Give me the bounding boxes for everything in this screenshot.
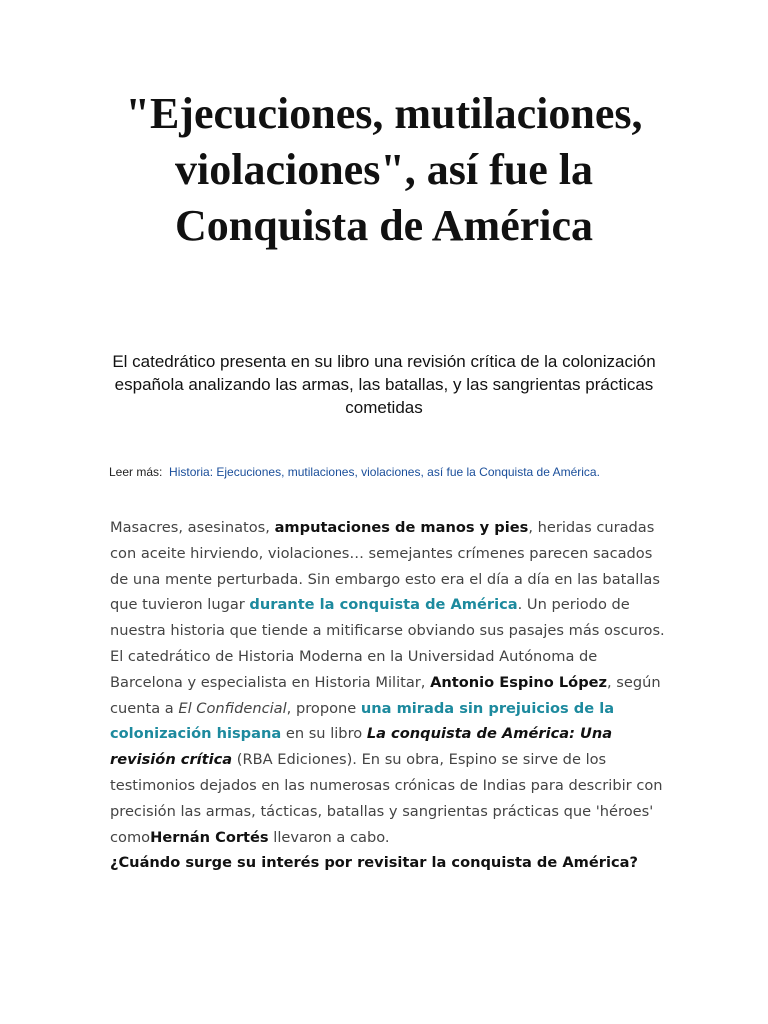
body-text: , heridas curadas con aceite hirviendo, violaciones… semejantes crímenes parecen sacados de una mente perturbada. Sin embargo esto era el día a día en las batallas que tuvieron lugar: [110, 519, 660, 614]
person-name: Hernán Cortés: [150, 828, 269, 846]
body-text: en su libro: [281, 725, 367, 743]
body-text: llevaron a cabo.: [268, 828, 390, 846]
colonizacion-link[interactable]: una mirada sin prejuicios de la colonización hispana: [110, 699, 615, 743]
body-text: , según cuenta a: [110, 673, 661, 717]
body-text: Masacres, asesinatos,: [110, 519, 275, 536]
body-text: (RBA Ediciones). En su obra, Espino se sirve de los testimonios dejados en las numerosas crónicas de Indias para describir con precisión las armas, tácticas, batallas y sangrientas prácticas que 'héroes' como: [110, 751, 663, 846]
read-more-period: .: [596, 465, 600, 479]
publication-name: El Confidencial: [178, 699, 287, 717]
read-more-line: [109, 464, 669, 482]
read-more-link[interactable]: Historia: Ejecuciones, mutilaciones, violaciones, así fue la Conquista de América: [169, 465, 597, 479]
interview-question: ¿Cuándo surge su interés por revisitar la conquista de América?: [110, 854, 638, 872]
read-more-label: Leer más:: [109, 465, 163, 479]
body-text: , propone: [286, 699, 361, 717]
author-name: Antonio Espino López: [430, 673, 608, 691]
body-text: . Un periodo de nuestra historia que tiende a mitificarse obviando sus pasajes más oscuros. El catedrático de Historia Moderna en la Universidad Autónoma de Barcelona y especialista en Historia Militar,: [110, 596, 665, 691]
book-title: La conquista de América: Una revisión crítica: [110, 725, 613, 769]
article-body: [110, 515, 670, 876]
article-title: "Ejecuciones, mutilaciones, violaciones", así fue la Conquista de América: [125, 89, 643, 250]
article-subtitle: El catedrático presenta en su libro una revisión crítica de la colonización española analizando las armas, las batallas, y las sangrientas prácticas cometidas: [112, 352, 656, 417]
conquista-link[interactable]: durante la conquista de América: [249, 596, 518, 614]
body-bold-text: amputaciones de manos y pies: [274, 519, 529, 536]
